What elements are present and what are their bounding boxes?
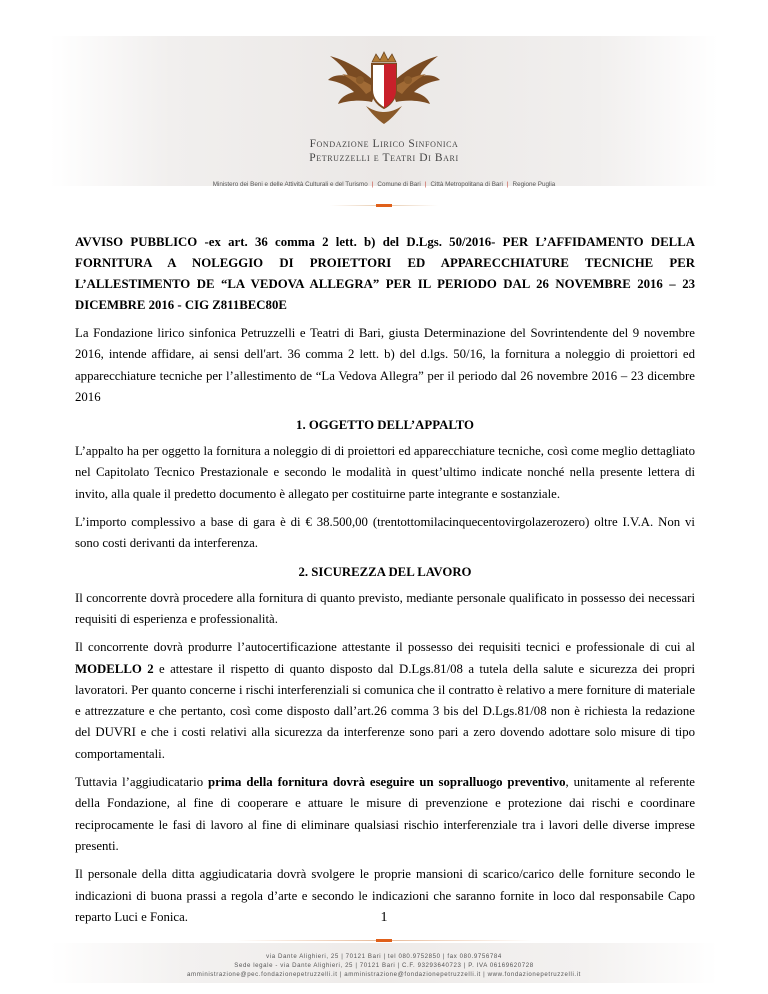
- section-2-paragraph-4: Il personale della ditta aggiudicataria dovrà svolgere le proprie mansioni di scarico/carico delle forniture secondo le indicazioni di buona prassi a regola d’arte e secondo le indicazioni che saranno fornite in loco dal responsabile Capo reparto Luci e Fonica.: [75, 867, 695, 924]
- modello-2-emphasis: MODELLO 2: [75, 661, 154, 676]
- patron-citta-metropolitana: Città Metropolitana di Bari: [430, 181, 503, 188]
- page-number: 1: [380, 910, 388, 925]
- sopralluogo-emphasis: prima della fornitura dovrà eseguire un sopralluogo preventivo: [208, 775, 566, 790]
- section-1-heading: 1. OGGETTO DELL’APPALTO: [296, 418, 474, 433]
- document-body: [75, 232, 695, 928]
- paragraph-text: Tuttavia l’aggiudicatario: [75, 775, 209, 790]
- section-2-paragraph-2: [75, 637, 695, 765]
- header-accent-dash: [376, 204, 392, 207]
- patrons-line: [0, 181, 768, 188]
- separator: |: [424, 181, 427, 188]
- patron-regione: Regione Puglia: [512, 181, 556, 188]
- footer-legal: Sede legale - via Dante Alighieri, 25 | 70121 Bari | C.F. 93293640723 | P. IVA 06169620728: [234, 962, 534, 969]
- document-title: AVVISO PUBBLICO -ex art. 36 comma 2 lett. b) del D.Lgs. 50/2016- PER L’AFFIDAMENTO DELLA FORNITURA A NOLEGGIO DI PROIETTORI ED APPARECCHIATURE TECNICHE PER L’ALLESTIMENTO DE “LA VEDOVA ALLEGRA” PER IL PERIODO DAL 26 NOVEMBRE 2016 – 23 DICEMBRE 2016 - CIG Z811BEC80E: [75, 235, 695, 312]
- winged-coat-of-arms-icon: [326, 44, 442, 136]
- separator: |: [506, 181, 509, 188]
- section-1-paragraph-2: L’importo complessivo a base di gara è di € 38.500,00 (trentottomilacinquecentovirgolazerozero) oltre I.V.A. Non vi sono costi derivanti da interferenza.: [75, 515, 695, 551]
- intro-paragraph: La Fondazione lirico sinfonica Petruzzelli e Teatri di Bari, giusta Determinazione del Sovrintendente del 9 novembre 2016, intende affidare, ai sensi dell'art. 36 comma 2 lett. b) del d.lgs. 50/16, la fornitura a noleggio di proiettori ed apparecchiature tecniche per l’allestimento de “La Vedova Allegra” per il periodo dal 26 novembre 2016 – 23 dicembre 2016: [75, 326, 695, 404]
- paragraph-text: , unitamente al referente della Fondazione, al fine di cooperare e attuare le misure di prevenzione e protezione dai rischi e coordinare reciprocamente le fasi di lavoro al fine di eliminare qualsiasi rischio interferenziale tra i lavori delle diverse imprese presenti.: [75, 775, 695, 853]
- patron-comune: Comune di Bari: [377, 181, 421, 188]
- section-1-paragraph-1: L’appalto ha per oggetto la fornitura a noleggio di di proiettori ed apparecchiature tecniche, così come meglio dettagliato nel Capitolato Tecnico Prestazionale e secondo le modalità in quest’ultimo indicate nonché nella presente lettera di invito, alla quale il predetto documento è allegato per costituirne parte integrante e sostanziale.: [75, 444, 695, 501]
- separator: |: [371, 181, 374, 188]
- footer-address: via Dante Alighieri, 25 | 70121 Bari | tel 080.9752850 | fax 080.9756784: [266, 953, 502, 960]
- section-2-paragraph-1: Il concorrente dovrà procedere alla fornitura di quanto previsto, mediante personale qualificato in possesso dei necessari requisiti di esperienza e professionalità.: [75, 590, 695, 626]
- footer-contacts: amministrazione@pec.fondazionepetruzzelli.it | amministrazione@fondazionepetruzzelli.it | www.fondazionepetruzzelli.it: [187, 971, 581, 978]
- section-2-paragraph-3: [75, 772, 695, 857]
- section-2-heading: 2. SICUREZZA DEL LAVORO: [298, 564, 472, 579]
- org-name-line2: Petruzzelli e Teatri Di Bari: [309, 152, 459, 164]
- patron-ministry: Ministero dei Beni e delle Attività Culturali e del Turismo: [212, 181, 368, 188]
- org-name-line1: Fondazione Lirico Sinfonica: [309, 138, 459, 150]
- paragraph-text: Il concorrente dovrà produrre l’autocertificazione attestante il possesso dei requisiti tecnici e professionale di cui al: [75, 640, 695, 655]
- paragraph-text: e attestare il rispetto di quanto disposto dal D.Lgs.81/08 a tutela della salute e sicurezza dei propri lavoratori. Per quanto concerne i rischi interferenziali si comunica che il contratto è relativo a mere forniture di materiale e attrezzature e che pertanto, così come disposto dall’art.26 comma 3 bis del D.Lgs.81/08 non è richiesta la redazione del DUVRI e che i costi relativi alla sicurezza da interferenze sono pari a zero dovendo adottare solo misure di tipo comportamentali.: [75, 661, 695, 761]
- footer-accent-dash: [376, 939, 392, 942]
